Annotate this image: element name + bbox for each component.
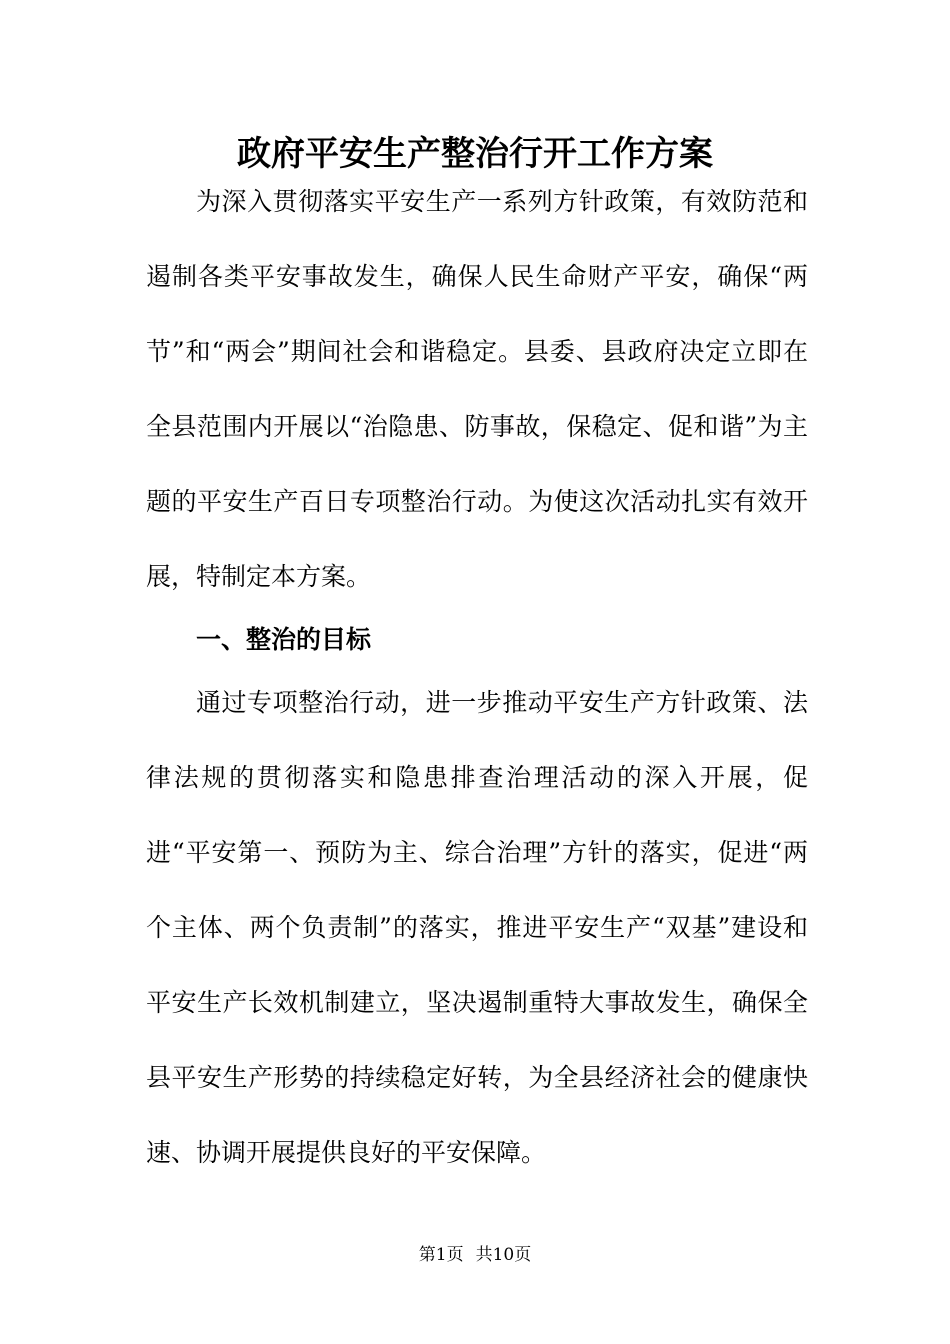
page-number: 第1页 — [418, 1245, 464, 1265]
document-title: 政府平安生产整治行开工作方案 — [237, 134, 713, 174]
page-total: 共10页 — [475, 1245, 532, 1265]
section-heading: 一、整治的目标 — [196, 625, 372, 654]
page-footer — [0, 1243, 950, 1267]
intro-paragraph: 为深入贯彻落实平安生产一系列方针政策，有效防范和遏制各类平安事故发生，确保人民生命财产平安，确保“两节”和“两会”期间社会和谐稳定。县委、县政府决定立即在全县范围内开展以“治隐患、防事故，保稳定、促和谐”为主题的平安生产百日专项整治行动。为使这次活动扎实有效开展，特制定本方案。 — [146, 187, 808, 591]
goal-paragraph: 通过专项整治行动，进一步推动平安生产方针政策、法律法规的贯彻落实和隐患排查治理活动的深入开展，促进“平安第一、预防为主、综合治理”方针的落实，促进“两个主体、两个负责制”的落实，推进平安生产“双基”建设和平安生产长效机制建立，坚决遏制重特大事故发生，确保全县平安生产形势的持续稳定好转，为全县经济社会的健康快速、协调开展提供良好的平安保障。 — [146, 688, 808, 1167]
